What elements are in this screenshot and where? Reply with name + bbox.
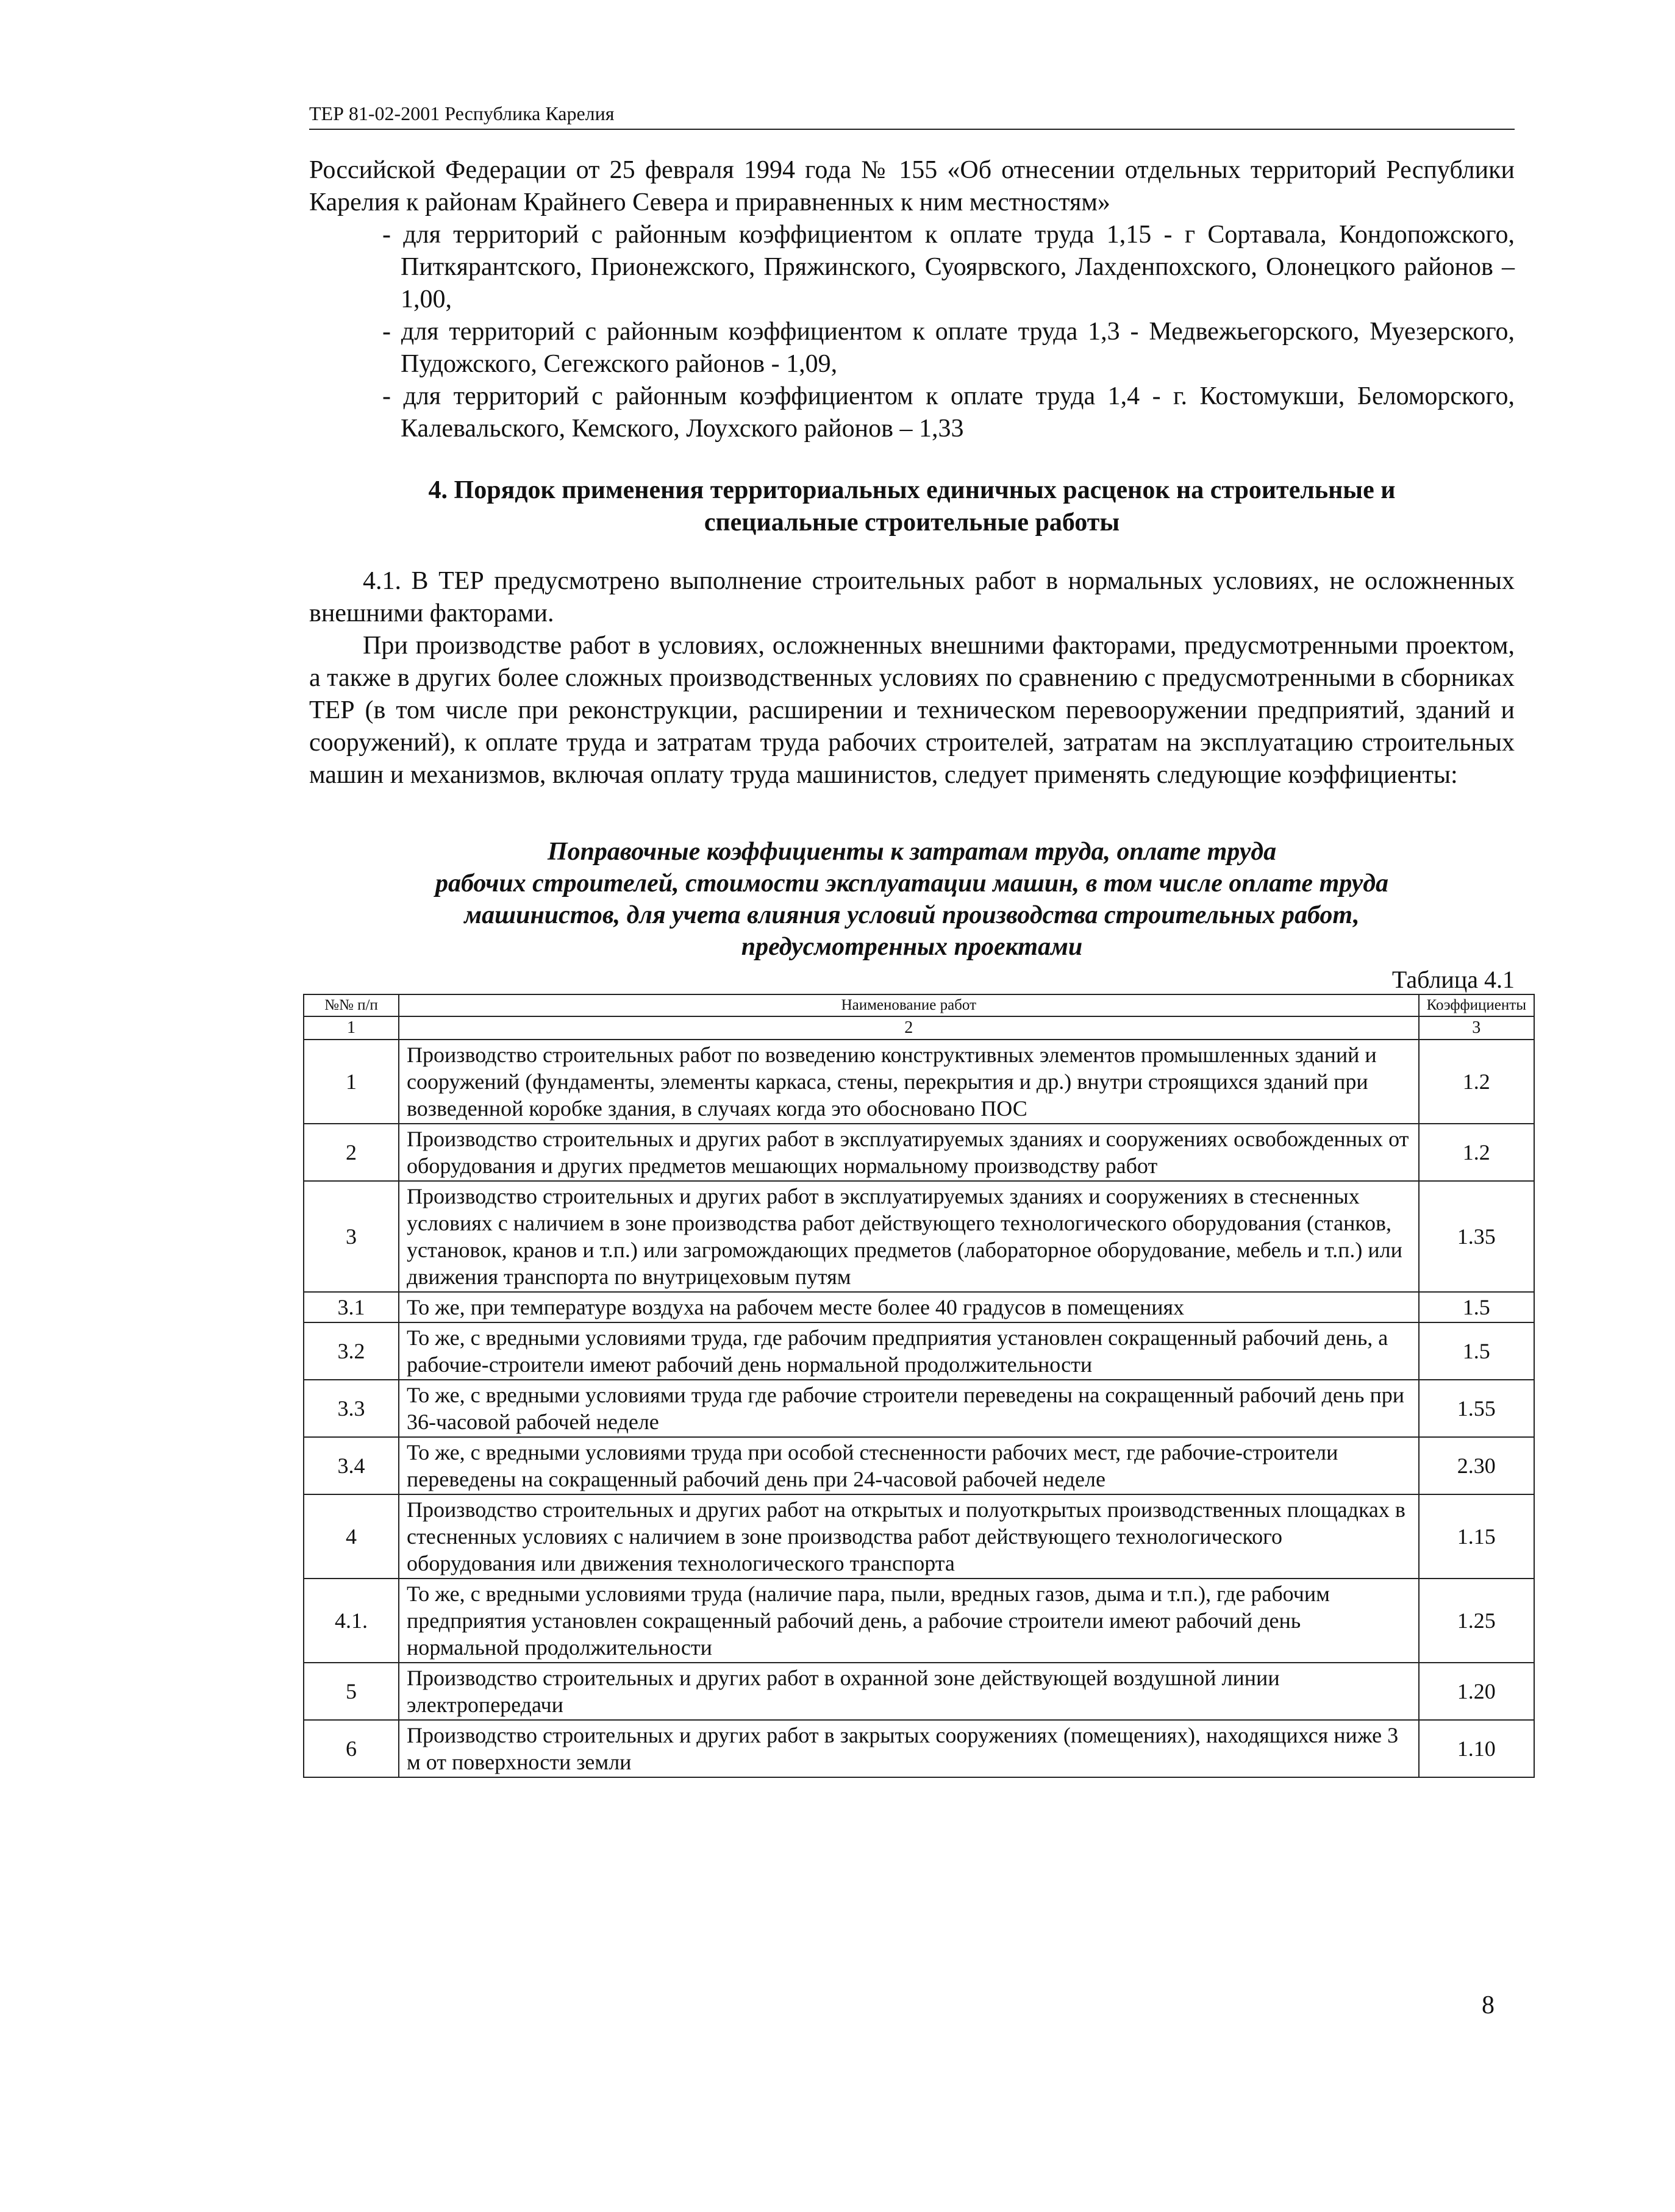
row-num: 3.1 [304, 1292, 399, 1322]
header-coef: Коэффициенты [1419, 994, 1534, 1016]
row-coef: 2.30 [1419, 1437, 1534, 1494]
table-row [304, 1494, 1534, 1579]
table-row [304, 1292, 1534, 1322]
row-num: 1 [304, 1040, 399, 1124]
list-item: - для территорий с районным коэффициентом к оплате труда 1,4 - г. Костомукши, Беломорского, Калевальского, Кемского, Лоухского районов – 1,33 [382, 382, 1515, 443]
row-num: 3.3 [304, 1380, 399, 1437]
column-number-row [304, 1016, 1534, 1040]
row-coef: 1.2 [1419, 1040, 1534, 1124]
row-num: 3 [304, 1181, 399, 1292]
table-header-row [304, 994, 1534, 1016]
row-coef: 1.20 [1419, 1663, 1534, 1720]
row-name: Производство строительных и других работ в закрытых сооружениях (помещениях), находящихся ниже 3 м от поверхности земли [399, 1720, 1419, 1777]
table-row [304, 1437, 1534, 1494]
section-title-line: специальные строительные работы [704, 508, 1120, 537]
table-row [304, 1380, 1534, 1437]
row-coef: 1.10 [1419, 1720, 1534, 1777]
paragraph-4-1: 4.1. В ТЕР предусмотрено выполнение строительных работ в нормальных условиях, не осложненных внешними факторами. [309, 567, 1515, 627]
table-row [304, 1663, 1534, 1720]
section-title-line: 4. Порядок применения территориальных единичных расценок на строительные и [428, 476, 1396, 504]
table-label: Таблица 4.1 [1391, 966, 1515, 993]
list-item: - для территорий с районным коэффициентом к оплате труда 1,15 - г Сортавала, Кондопожского, Питкярантского, Прионежского, Пряжинского, Суоярвского, Лахденпохского, Олонецкого районов – 1,00, [382, 221, 1515, 313]
caption-line: рабочих строителей, стоимости эксплуатации машин, в том числе оплате труда [435, 869, 1389, 897]
running-header: ТЕР 81-02-2001 Республика Карелия [309, 102, 1515, 130]
table-row [304, 1040, 1534, 1124]
table-caption [309, 836, 1515, 963]
paragraph-conditions: При производстве работ в условиях, осложненных внешними факторами, предусмотренными проектом, а также в других более сложных производственных условиях по сравнению с предусмотренными в сборниках ТЕР (в том числе при реконструкции, расширении и техническом перевооружении предприятий, зданий и сооружений), к оплате труда и затратам труда рабочих строителей, затратам на эксплуатацию строительных машин и механизмов, включая оплату труда машинистов, следует применять следующие коэффициенты: [309, 632, 1515, 789]
table-row [304, 1322, 1534, 1380]
row-num: 3.4 [304, 1437, 399, 1494]
row-name: То же, при температуре воздуха на рабочем месте более 40 градусов в помещениях [399, 1292, 1419, 1322]
caption-line: машинистов, для учета влияния условий производства строительных работ, [464, 901, 1360, 929]
row-name: Производство строительных и других работ в охранной зоне действующей воздушной линии электропередачи [399, 1663, 1419, 1720]
colnum-cell: 1 [304, 1016, 399, 1040]
row-name: То же, с вредными условиями труда где рабочие строители переведены на сокращенный рабочий день при 36-часовой рабочей неделе [399, 1380, 1419, 1437]
row-num: 4 [304, 1494, 399, 1579]
intro-paragraph: Российской Федерации от 25 февраля 1994 года № 155 «Об отнесении отдельных территорий Республики Карелия к районам Крайнего Севера и приравненных к ним местностям» [309, 156, 1515, 216]
row-name: Производство строительных и других работ в эксплуатируемых зданиях и сооружениях освобожденных от оборудования и других предметов мешающих нормальному производству работ [399, 1124, 1419, 1181]
page-number: 8 [1482, 1991, 1495, 2019]
section-title [309, 474, 1515, 539]
row-coef: 1.5 [1419, 1292, 1534, 1322]
caption-line: Поправочные коэффициенты к затратам труда, оплате труда [547, 838, 1277, 866]
header-num: №№ п/п [304, 994, 399, 1016]
header-name: Наименование работ [399, 994, 1419, 1016]
table-row [304, 1124, 1534, 1181]
row-coef: 1.55 [1419, 1380, 1534, 1437]
row-coef: 1.15 [1419, 1494, 1534, 1579]
section-body [309, 565, 1515, 791]
list-item: - для территорий с районным коэффициентом к оплате труда 1,3 - Медвежьегорского, Муезерского, Пудожского, Сегежского районов - 1,09, [382, 318, 1515, 378]
row-num: 5 [304, 1663, 399, 1720]
row-name: Производство строительных работ по возведению конструктивных элементов промышленных зданий и сооружений (фундаменты, элементы каркаса, стены, перекрытия и др.) внутри строящихся зданий при возведенной коробке здания, в случаях когда это обосновано ПОС [399, 1040, 1419, 1124]
row-coef: 1.35 [1419, 1181, 1534, 1292]
row-name: То же, с вредными условиями труда (наличие пара, пыли, вредных газов, дыма и т.п.), где рабочим предприятия установлен сокращенный рабочий день, а рабочие строители имеют рабочий день нормальной продолжительности [399, 1579, 1419, 1663]
intro-block [309, 154, 1515, 445]
row-name: Производство строительных и других работ на открытых и полуоткрытых производственных площадках в стесненных условиях с наличием в зоне производства работ действующего технологического оборудования или движения технологического транспорта [399, 1494, 1419, 1579]
table-row [304, 1181, 1534, 1292]
row-num: 2 [304, 1124, 399, 1181]
colnum-cell: 3 [1419, 1016, 1534, 1040]
row-num: 6 [304, 1720, 399, 1777]
row-name: Производство строительных и других работ в эксплуатируемых зданиях и сооружениях в стесненных условиях с наличием в зоне производства работ действующего технологического оборудования (станков, установок, кранов и т.п.) или загромождающих предметов (лабораторное оборудование, мебель и т.п.) или движения транспорта по внутрицеховым путям [399, 1181, 1419, 1292]
row-name: То же, с вредными условиями труда при особой стесненности рабочих мест, где рабочие-строители переведены на сокращенный рабочий день при 24-часовой рабочей неделе [399, 1437, 1419, 1494]
coefficients-table [303, 994, 1535, 1778]
row-coef: 1.25 [1419, 1579, 1534, 1663]
table-row [304, 1579, 1534, 1663]
caption-line: предусмотренных проектами [741, 933, 1083, 961]
row-num: 3.2 [304, 1322, 399, 1380]
row-coef: 1.5 [1419, 1322, 1534, 1380]
row-num: 4.1. [304, 1579, 399, 1663]
row-name: То же, с вредными условиями труда, где рабочим предприятия установлен сокращенный рабочий день, а рабочие-строители имеют рабочий день нормальной продолжительности [399, 1322, 1419, 1380]
row-coef: 1.2 [1419, 1124, 1534, 1181]
table-row [304, 1720, 1534, 1777]
colnum-cell: 2 [399, 1016, 1419, 1040]
